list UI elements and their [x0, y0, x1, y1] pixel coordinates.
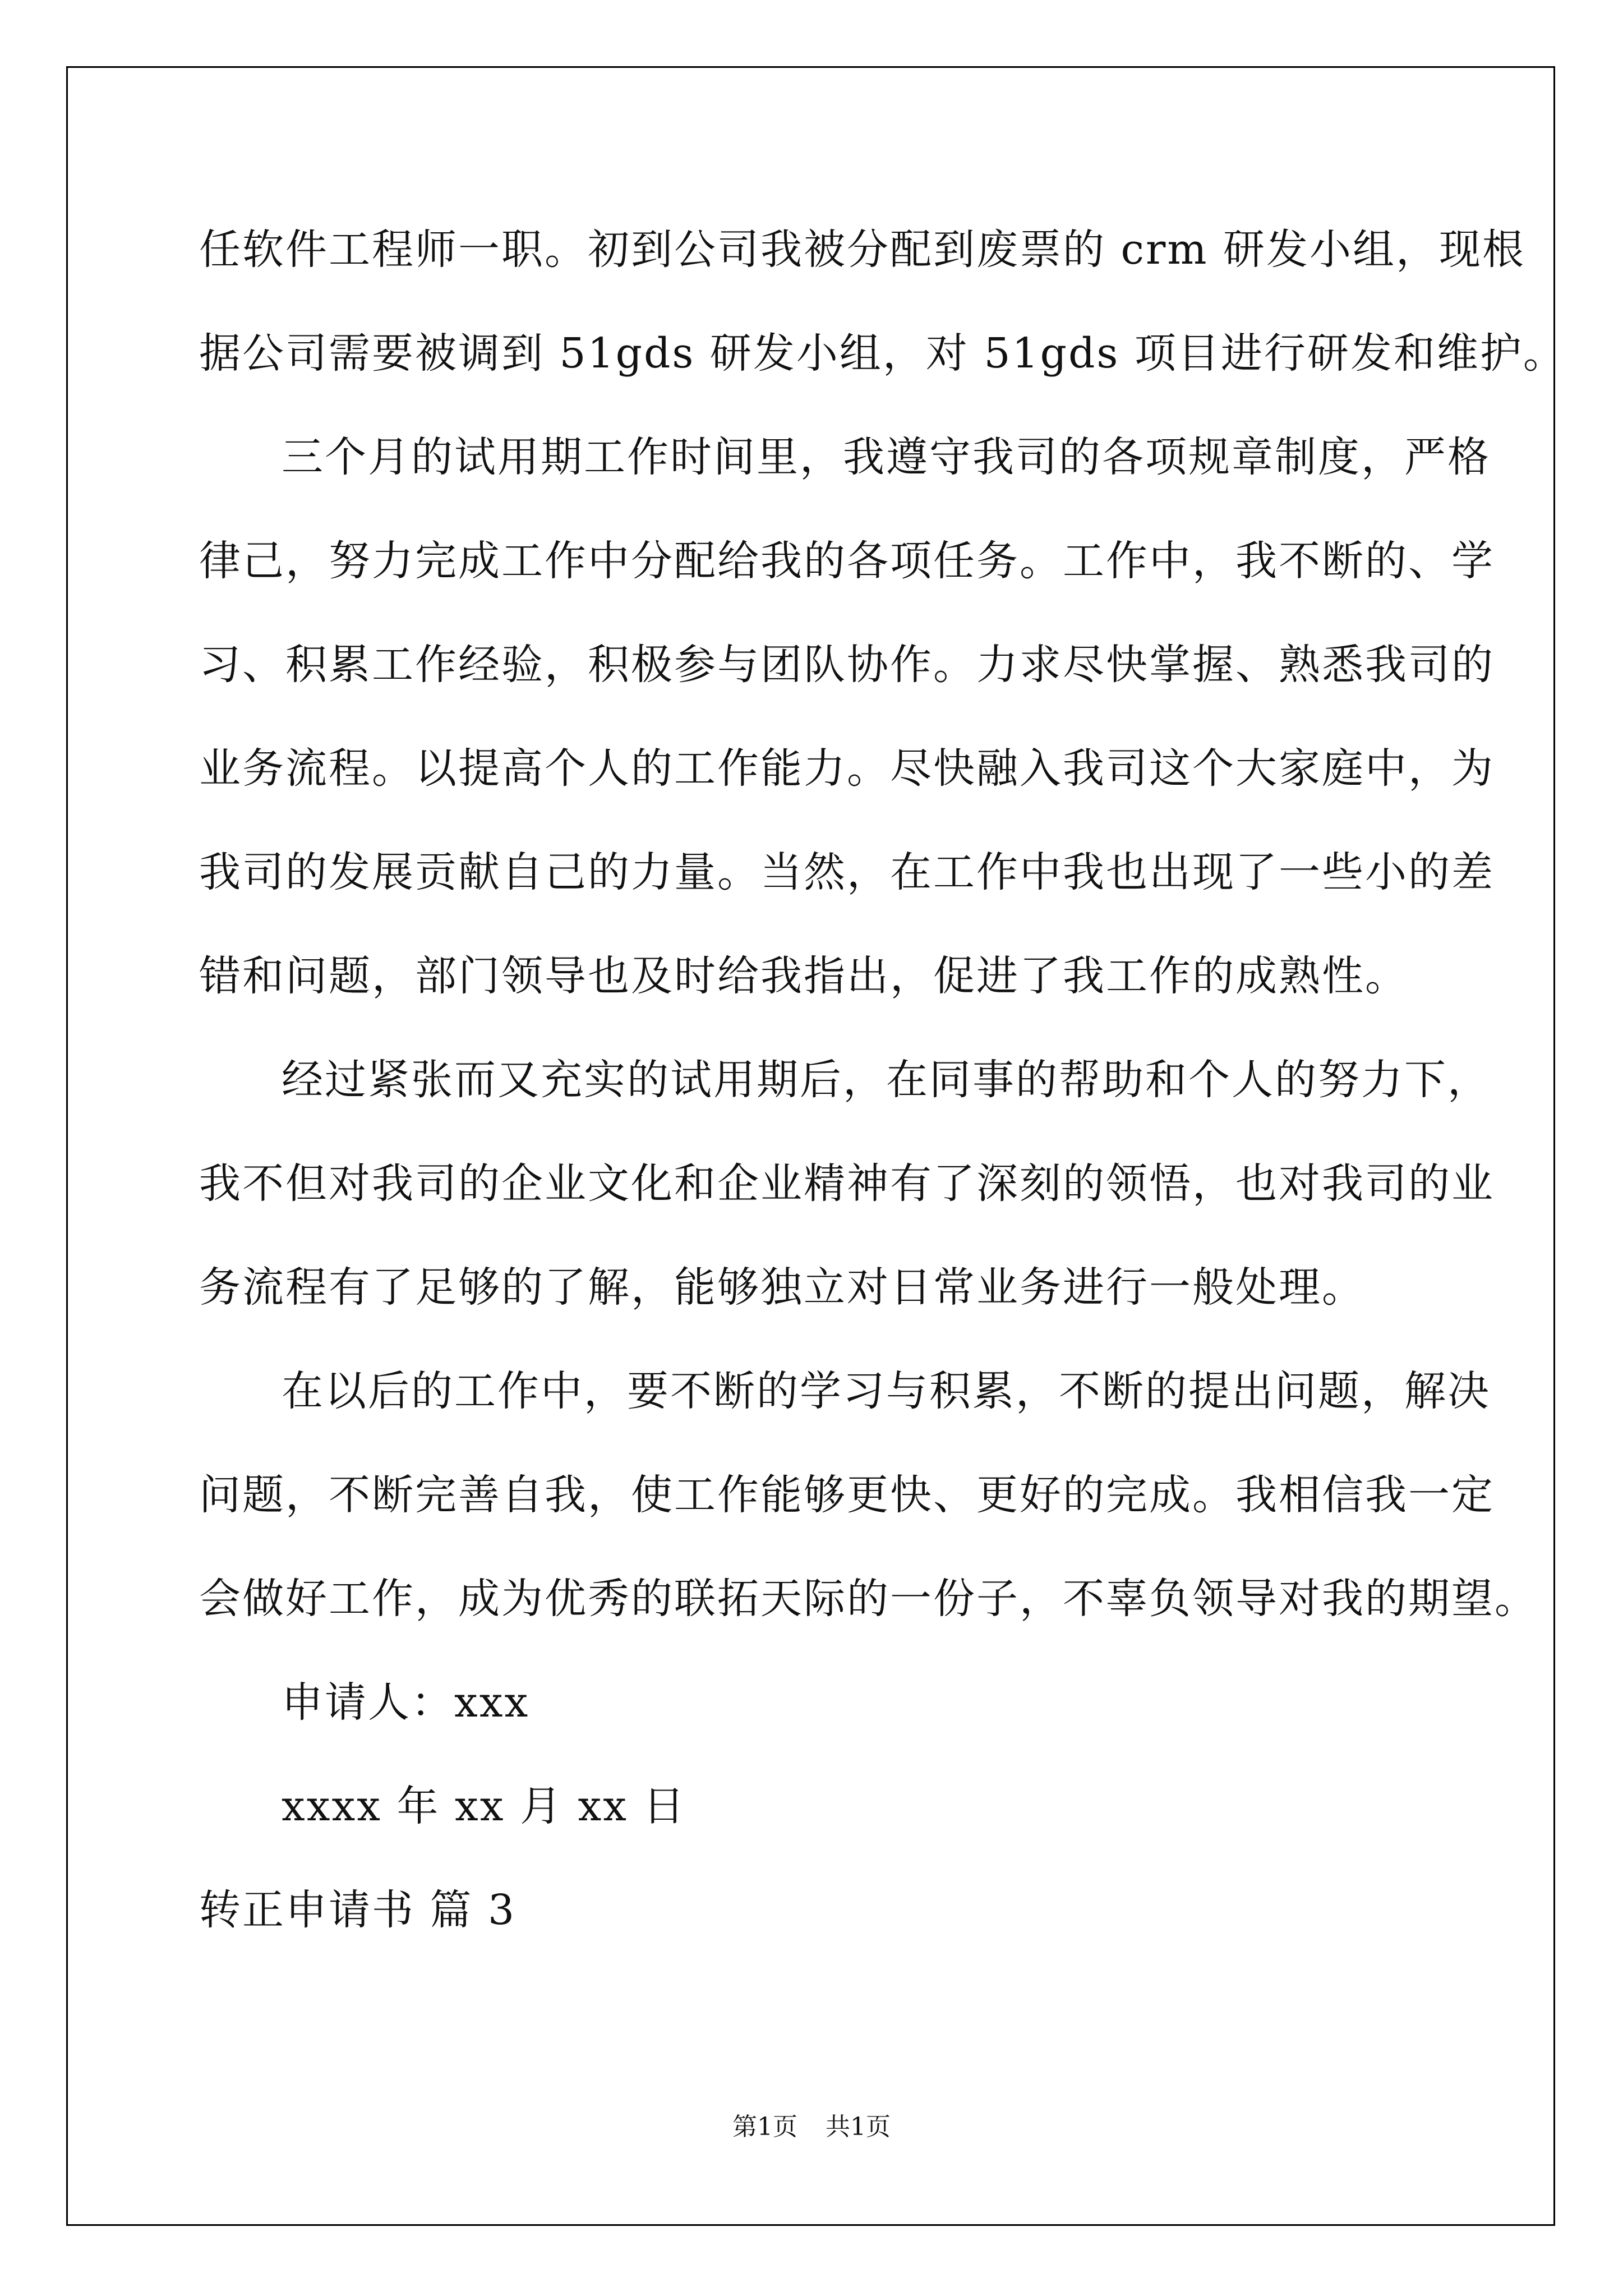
paragraph-first-line: 经过紧张而又充实的试用期后，在同事的帮助和个人的努力下， [282, 1056, 1491, 1104]
page-total: 共1页 [826, 2113, 891, 2141]
body-line: 业务流程。以提高个人的工作能力。尽快融入我司这个大家庭中，为 [199, 744, 1495, 793]
page-footer [0, 2110, 1623, 2144]
body-line: 习、积累工作经验，积极参与团队协作。力求尽快掌握、熟悉我司的 [199, 641, 1495, 689]
body-line: 据公司需要被调到 51gds 研发小组，对 51gds 项目进行研发和维护。 [199, 329, 1566, 378]
body-line: 任软件工程师一职。初到公司我被分配到废票的 crm 研发小组，现根 [199, 226, 1526, 274]
body-line: 问题，不断完善自我，使工作能够更快、更好的完成。我相信我一定 [199, 1471, 1495, 1519]
body-line: 我不但对我司的企业文化和企业精神有了深刻的领悟，也对我司的业 [199, 1159, 1495, 1208]
body-line: 错和问题，部门领导也及时给我指出，促进了我工作的成熟性。 [199, 952, 1408, 1000]
applicant-line: 申请人：xxx [282, 1678, 530, 1727]
page-number: 第1页 [732, 2113, 797, 2141]
body-line: 会做好工作，成为优秀的联拓天际的一份子，不辜负领导对我的期望。 [199, 1575, 1538, 1623]
body-line: 务流程有了足够的了解，能够独立对日常业务进行一般处理。 [199, 1263, 1365, 1312]
date-line: xxxx 年 xx 月 xx 日 [282, 1782, 686, 1830]
body-line: 律己，努力完成工作中分配给我的各项任务。工作中，我不断的、学 [199, 537, 1495, 585]
paragraph-first-line: 三个月的试用期工作时间里，我遵守我司的各项规章制度，严格 [282, 433, 1491, 481]
paragraph-first-line: 在以后的工作中，要不断的学习与积累，不断的提出问题，解决 [282, 1367, 1491, 1415]
section-heading: 转正申请书 篇 3 [199, 1886, 517, 1934]
body-line: 我司的发展贡献自己的力量。当然，在工作中我也出现了一些小的差 [199, 848, 1495, 896]
